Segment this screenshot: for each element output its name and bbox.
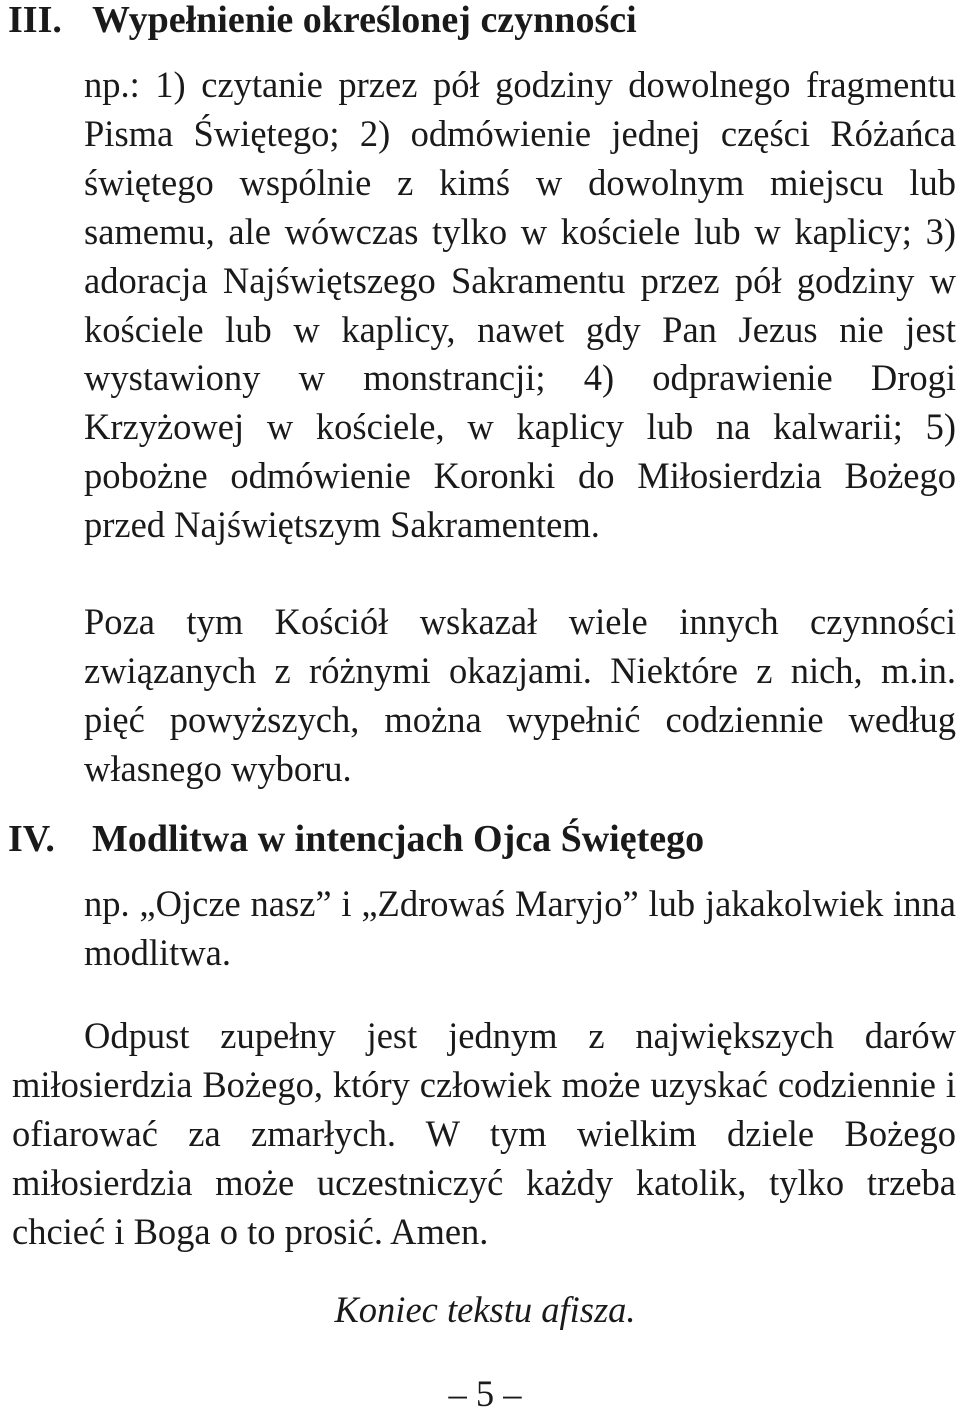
section-4-paragraph: np. „Ojcze nasz” i „Zdrowaś Maryjo” lub jakakolwiek inna modlitwa. <box>84 883 956 973</box>
section-3-paragraph-1: np.: 1) czytanie przez pół godziny dowolnego fragmentu Pisma Świętego; 2) odmówienie jednej części Różańca świętego wspólnie z kimś w dowolnym miejscu lub samemu, ale wówczas tylko w kościele lub w kaplicy; 3) adoracja Najświętszego Sakramentu przez pół godziny w kościele lub w kaplicy, nawet gdy Pan Jezus nie jest wystawiony w monstrancji; 4) odprawienie Drogi Krzyżowej w kościele, w kaplicy lub na kalwarii; 5) pobożne odmówienie Koronki do Miłosierdzia Bożego przed Najświętszym Sakramentem. <box>84 64 956 546</box>
section-3-paragraph-2: Poza tym Kościół wskazał wiele innych czynności związanych z różnymi okazjami. Niektóre z nich, m.in. pięć powyższych, można wypełnić codziennie według własnego wyboru. <box>84 601 956 789</box>
page-number: – 5 – <box>448 1373 522 1414</box>
section-4-number: IV. <box>8 818 55 860</box>
section-4-heading <box>8 815 704 863</box>
section-4-title: Modlitwa w intencjach Ojca Świętego <box>92 818 705 860</box>
section-3-heading <box>8 0 637 44</box>
section-3-title: Wypełnienie określonej czynności <box>92 0 637 41</box>
ending-note: Koniec tekstu afisza. <box>334 1289 636 1330</box>
closing-paragraph: Odpust zupełny jest jednym z największych darów miłosierdzia Bożego, który człowiek może uzyskać codziennie i ofiarować za zmarłych. W tym wielkim dziele Bożego miłosierdzia może uczestniczyć każdy katolik, tylko trzeba chcieć i Boga o to prosić. Amen. <box>12 1015 956 1252</box>
section-3-number: III. <box>8 0 62 41</box>
